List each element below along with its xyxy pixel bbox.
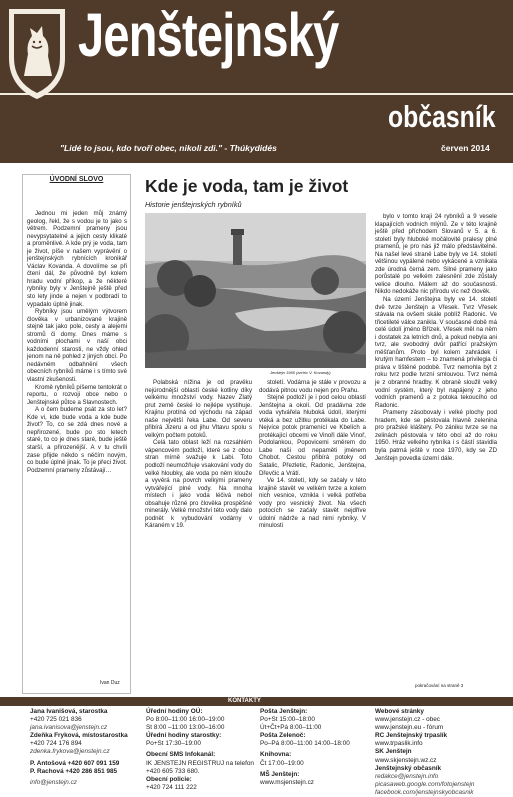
intro-heading: ÚVODNÍ SLOVO <box>49 176 104 183</box>
contact-line: Obecní policie: <box>146 775 192 783</box>
contact-line: Zdeňka Fryková, místostarostka <box>30 732 128 740</box>
contact-line: www.msjenstejn.cz <box>260 778 314 786</box>
article-subtitle: Historie jenštejnských rybníků <box>145 200 242 209</box>
article-photo <box>145 213 366 368</box>
masthead-rule <box>0 93 513 95</box>
contact-line: Pošta Zelenoč: <box>260 732 306 740</box>
contact-line: Jenštejnský občasník <box>375 764 442 772</box>
issue-date: červen 2014 <box>441 143 490 153</box>
contact-line: zdenka.frykova@jenstejn.cz <box>30 748 110 756</box>
intro-paragraph: Kromě rybníků píšeme tentokrát o reportu, o rozvoji obce nebo o Jenštejnské půtce a Slavnostech. <box>27 383 127 406</box>
contact-line: Pošta Jenštejn: <box>260 708 308 715</box>
contact-line: Úřední hodiny starostky: <box>146 732 222 740</box>
coat-of-arms-icon <box>6 6 68 101</box>
contact-line: www.trpaslik.info <box>375 740 423 748</box>
article-column-2 <box>259 379 366 530</box>
intro-paragraph: Jednou mi jeden můj známý geolog, řekl, že s vodou je to jako s větrem. Podzemní prameny jsou nevypsytatelné a jejich cesty klikaté a proměnlivé. A kde prý je voda, tam je život, píše v našem vyprávění o jenštejnských rybnících kronikář Václav Kovanda. A dovolíme se při čtení dál, že původně byl kolem hradu vodní příkop, a že některé rybníky byly v Jenštejně ještě před sto lety jinde a nejen v podbradí to vypadalo úplně jinak. <box>27 210 127 308</box>
contact-line: facebook.com/jenstejnskyobcasnik <box>375 788 474 796</box>
article-paragraph: Na území Jenštejna byly ve 14. století dvě tvrze Jenštejn a Vřesek. Tvrz Vřesek stávala na ovšem skále poblíž Radonic. Ve třicetileté válce zanikla. V současné době má celé údolí jméno Břízek. Vřesek měl na něm i dostatek za letních dnů, a pokud nebyla ani tvrz, ale svobodný dvůr patřící pražským měšťanům. Proto byl kolem zahrádek i krutým hamfestem – to znamená privilegia či práva v tištěné podobě. Tvrz nemohla být z roku tvrz podle tvrzní smlouvou. Tvrz nemá je z obranné hradby. K obraně sloužil velký vodní systém, který byl napájený z jeho vodních pramenů a z potoka tekoucího od Radonic. <box>375 296 497 409</box>
contact-line: Úřední hodiny OÚ: <box>146 708 203 715</box>
contact-line: +420 724 111 222 <box>146 783 197 791</box>
contact-line: www.jenstejn.eu - fórum <box>375 724 444 732</box>
contacts-column-4 <box>375 708 505 797</box>
contact-line: www.jenstejn.cz - obec <box>375 716 440 724</box>
contact-line: Čt 17:00–19:00 <box>260 759 304 767</box>
contact-line: jana.ivanisova@jenstejn.cz <box>30 724 108 732</box>
contact-line: redakce@jenstejn.info <box>375 772 439 780</box>
contact-line: picasaweb.google.com/fotojenstejn <box>375 780 475 788</box>
contacts-column-1 <box>30 708 140 787</box>
contact-line: info@jenstejn.cz <box>30 778 77 786</box>
contact-line: Po–Pá 8:00–11:00 14:00–18:00 <box>260 740 350 748</box>
article-paragraph: Prameny zásobovaly i velké plochy pod hradem, kde se pěstovala hlavně zelenina pro pražské kláštery. Po zániku tvrze se na zelinách pěstovala v této obci až do roku 1950. Hráz velkého rybníka i s částí stavidla byla patrná ještě v roce 1970, kdy se ZD Jenštejn povedla území dále. <box>375 409 497 462</box>
intro-text <box>27 210 127 474</box>
contact-line: St 8:00 –11:00 13:00–16:00 <box>146 724 225 732</box>
masthead-motto: "Lidé to jsou, kdo tvoří obec, nikoli zdi." - Thúkydidés <box>60 143 277 153</box>
article-column-1 <box>145 379 252 530</box>
article-paragraph: Celá tato oblast leží na rozsáhlém vápencovém podloží, které se z obou stran mírně svažuje k Labi. Toto podloží neumožňuje vsakování vody do velké hloubky, ale voda po něm klouže a vyvěrá na povrch velkými prameny vytvářející plné vody. Na mnoha místech i jako voda léčivá nebol obsahuje různé pro člověka prospěšné minerály. Velké množství této vody dalo podnět k vybudování vodárny v Káraném v 19. <box>145 439 252 530</box>
contact-line: IK JENSTEJN REGISTRUJ na telefon +420 605 733 680. <box>146 759 254 775</box>
contact-line: Webové stránky <box>375 708 424 715</box>
contacts-column-2 <box>146 708 254 792</box>
article-paragraph: bylo v tomto kraji 24 rybníků a 9 vesele klapajících vodních mlýnů. Ze v této krajině ještě před příchodem Slovanů v 5. a 6. století byly hluboké močálovité pralesy plné pramenů, je pro nás již málo představitelné. Na našel levé straně Labe byly ve 14. století většinou vypálené nebo vykácené a vznikala zde úrodná černá zem. Silné prameny jako porůstalé po velkém zalesnění zde zůstaly velice dlouho. Málem až do současnosti. Nikdo nedokáže nic přírodu víc než člověk. <box>375 213 497 296</box>
contact-line: Út+Čt+Pá 8:00–11:00 <box>260 724 322 732</box>
contact-line: SK Jenštejn <box>375 748 412 756</box>
contact-line: MŠ Jenštejn: <box>260 770 300 778</box>
contact-line: Po 8:00–11:00 16:00–19:00 <box>146 716 225 724</box>
article-title: Kde je voda, tam je život <box>145 176 349 196</box>
contact-line: RC Jenštejnský trpaslík <box>375 732 448 740</box>
masthead-title: Jenštejnský <box>78 1 339 69</box>
article-paragraph: Stejné podloží je i pod celou oblastí Jenštejna a okolí. Od pradávna zde voda vytvářela hluboká údolí, kterými vtéká a bez užitku protékala do Labe. Nejvíce potok pramenící ve Kbelích a protékající obcemi ve Vinoři dále Vinoř, Podolankou, Popovicemi směrem do Labe naši od nepaměti jménem Chobot. Cestou přibírá potoky od Satalic, Přezletic, Radonic, Jenštejna, Dřevčic a Vrátí. <box>259 394 366 477</box>
continued-note: pokračování na straně 3 <box>415 683 464 688</box>
contact-line: Po+St 15:00–18:00 <box>260 716 315 724</box>
article-paragraph: století. Vodárna je stále v provozu a dodává pitnou vodu nejen pro Prahu. <box>259 379 366 394</box>
masthead-subtitle: občasník <box>388 99 496 134</box>
article-paragraph: Polabská nížina je od pravěku nejúrodnější oblastí české kotliny díky velkému množství vody. Nazev Zlatý prut země české lo nejlépe vystihuje. Krajinu protíná od východu na západ naše největší řeka Labe. Od severu přibírá Jizeru a od jihu Vltavu spolu s velkým počtem potoků. <box>145 379 252 439</box>
intro-paragraph: Rybníky jsou umělým výtvorem člověka v urbanizované krajině stejně tak jako pole, cesty a alejemi stromů či domy. Dnes máme s vodními plochami v naší obci každodenní starosti, ne vždy ohled jenom na ně pohled z jiných obcí. Po nedávném odbahnění všech obecních rybníků máme i s tímto své vlastní zkušenosti. <box>27 308 127 384</box>
intro-signature: Ivan Duz <box>100 680 120 686</box>
contact-line: Knihovna: <box>260 751 292 759</box>
contact-line: Po+St 17:30–19:00 <box>146 740 201 748</box>
contacts-heading: KONTAKTY <box>228 698 261 704</box>
article-paragraph: Ve 14. století, kdy se začaly v této krajině stavět ve velkém tvrze a kolem nich vesnice, vznikla i velká potřeba vody pro vesnický život. Na všech potocích se začaly stavět nejdříve údolní nádrže a nad nimi rybníky. V minulosti <box>259 477 366 530</box>
contact-line: www.skjenstejn.wz.cz <box>375 756 437 764</box>
contact-line: Jana Ivanišová, starostka <box>30 708 108 715</box>
contact-line: +420 725 021 836 <box>30 716 82 724</box>
photo-caption: Jenštejn 1965 (archiv V. Kovandy) <box>270 370 331 375</box>
contacts-column-3 <box>260 708 370 787</box>
contact-line: Obecní SMS Infokanál: <box>146 751 216 759</box>
article-column-3 <box>375 213 497 462</box>
contact-line: P. Rachová +420 286 851 985 <box>30 767 118 775</box>
contact-line: P. Antošová +420 607 091 159 <box>30 759 120 767</box>
intro-paragraph: A o čem budeme psát za sto let? Kde vi, kde bude voda a kde bude život? To, co se zdá dnes nové a nepřirozené, bude po sto letech staré, to co je dnes staré, bude ještě starší, a přirozenější. A v tu chvíli zase přijde někdo s něčím novým, co bude úplně jinak. To je přeci život. Podzemní prameny zůstávají… <box>27 406 127 474</box>
contact-line: +420 724 176 894 <box>30 740 82 748</box>
